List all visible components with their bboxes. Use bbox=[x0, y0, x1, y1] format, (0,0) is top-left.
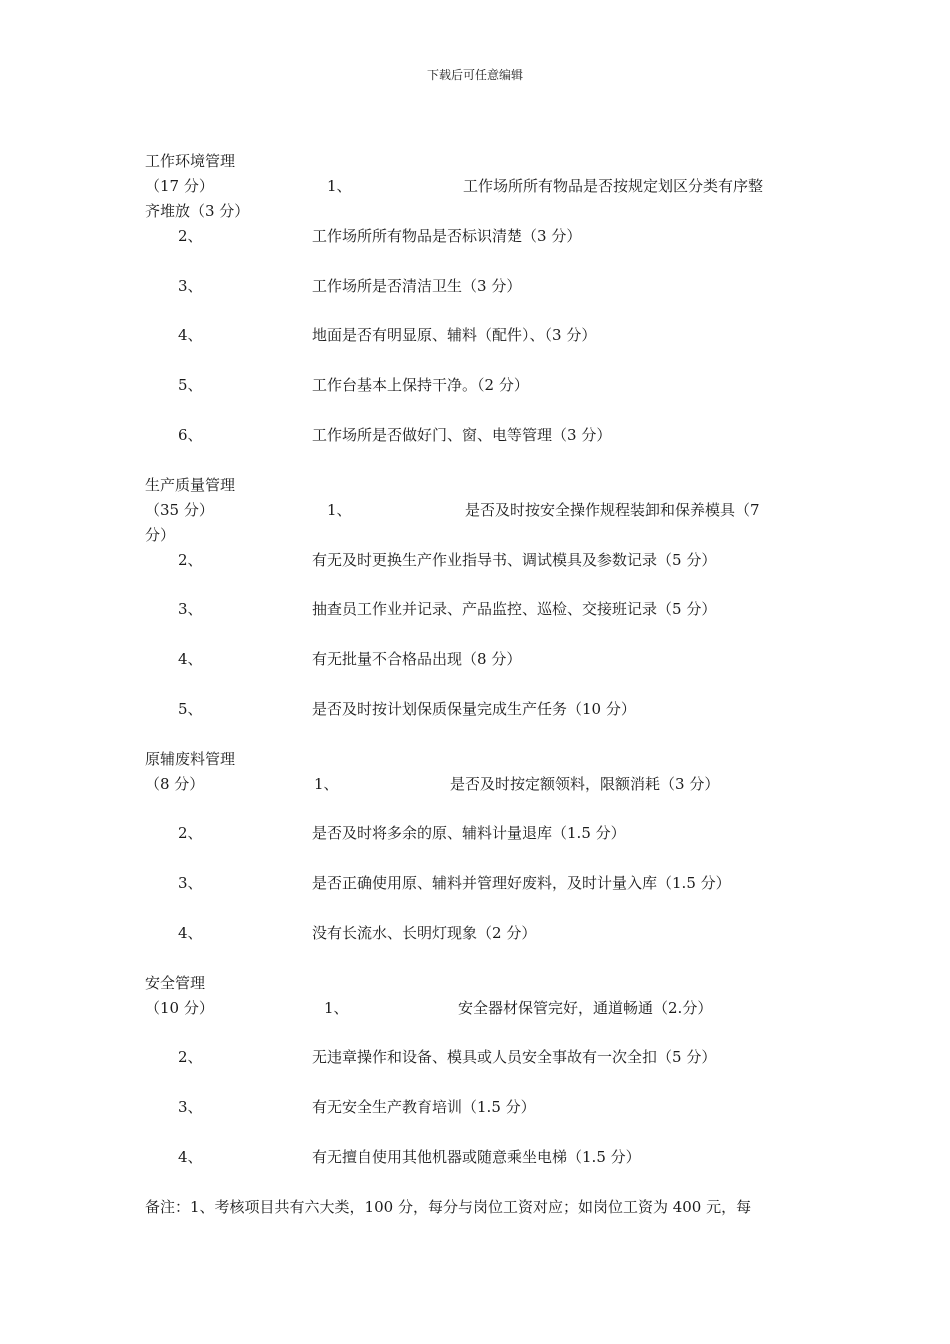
item-number: 2、 bbox=[178, 1048, 203, 1066]
item-text-continued: 齐堆放（3 分） bbox=[145, 202, 250, 220]
item-text: 抽查员工作业并记录、产品监控、巡检、交接班记录（5 分） bbox=[312, 600, 717, 618]
item-number: 3、 bbox=[178, 600, 203, 618]
item-number: 6、 bbox=[178, 426, 203, 444]
item-text: 无违章操作和设备、模具或人员安全事故有一次全扣（5 分） bbox=[312, 1048, 717, 1066]
item-number: 3、 bbox=[178, 277, 203, 295]
item-number: 1、 bbox=[324, 999, 349, 1017]
item-number: 1、 bbox=[327, 501, 352, 519]
item-number: 5、 bbox=[178, 700, 203, 718]
item-number: 1、 bbox=[314, 775, 339, 793]
item-number: 4、 bbox=[178, 650, 203, 668]
item-number: 2、 bbox=[178, 227, 203, 245]
item-number: 3、 bbox=[178, 1098, 203, 1116]
section-title: 原辅废料管理 bbox=[145, 750, 236, 768]
item-number: 2、 bbox=[178, 551, 203, 569]
item-number: 4、 bbox=[178, 326, 203, 344]
item-text-continued: 分） bbox=[145, 526, 176, 544]
item-text: 有无擅自使用其他机器或随意乘坐电梯（1.5 分） bbox=[312, 1148, 641, 1166]
section-score: （10 分） bbox=[145, 999, 214, 1017]
section-score: （8 分） bbox=[145, 775, 205, 793]
section-title: 工作环境管理 bbox=[145, 152, 236, 170]
item-text: 是否及时将多余的原、辅料计量退库（1.5 分） bbox=[312, 824, 626, 842]
item-text: 有无及时更换生产作业指导书、调试模具及参数记录（5 分） bbox=[312, 551, 717, 569]
page-header: 下载后可任意编辑 bbox=[426, 68, 523, 82]
item-text: 工作场所所有物品是否标识清楚（3 分） bbox=[312, 227, 582, 245]
item-text: 没有长流水、长明灯现象（2 分） bbox=[312, 924, 537, 942]
item-text: 是否正确使用原、辅料并管理好废料，及时计量入库（1.5 分） bbox=[312, 874, 731, 892]
item-text: 是否及时按计划保质保量完成生产任务（10 分） bbox=[312, 700, 636, 718]
item-number: 3、 bbox=[178, 874, 203, 892]
item-text: 安全器材保管完好，通道畅通（2.分） bbox=[458, 999, 713, 1017]
section-score: （17 分） bbox=[145, 177, 214, 195]
item-number: 5、 bbox=[178, 376, 203, 394]
item-number: 4、 bbox=[178, 1148, 203, 1166]
item-text: 是否及时按安全操作规程装卸和保养模具（7 bbox=[465, 501, 760, 519]
item-number: 2、 bbox=[178, 824, 203, 842]
item-number: 4、 bbox=[178, 924, 203, 942]
item-text: 地面是否有明显原、辅料（配件）、（3 分） bbox=[312, 326, 597, 344]
section-title: 安全管理 bbox=[145, 974, 206, 992]
section-score: （35 分） bbox=[145, 501, 214, 519]
item-text: 有无批量不合格品出现（8 分） bbox=[312, 650, 522, 668]
item-text: 是否及时按定额领料，限额消耗（3 分） bbox=[450, 775, 720, 793]
remark-text: 备注：1、考核项目共有六大类，100 分，每分与岗位工资对应；如岗位工资为 400 元，每 bbox=[145, 1198, 752, 1216]
item-text: 工作场所是否清洁卫生（3 分） bbox=[312, 277, 522, 295]
item-text: 工作场所所有物品是否按规定划区分类有序整 bbox=[463, 177, 764, 195]
item-text: 有无安全生产教育培训（1.5 分） bbox=[312, 1098, 536, 1116]
item-number: 1、 bbox=[327, 177, 352, 195]
item-text: 工作场所是否做好门、窗、电等管理（3 分） bbox=[312, 426, 612, 444]
section-title: 生产质量管理 bbox=[145, 476, 236, 494]
item-text: 工作台基本上保持干净。（2 分） bbox=[312, 376, 529, 394]
